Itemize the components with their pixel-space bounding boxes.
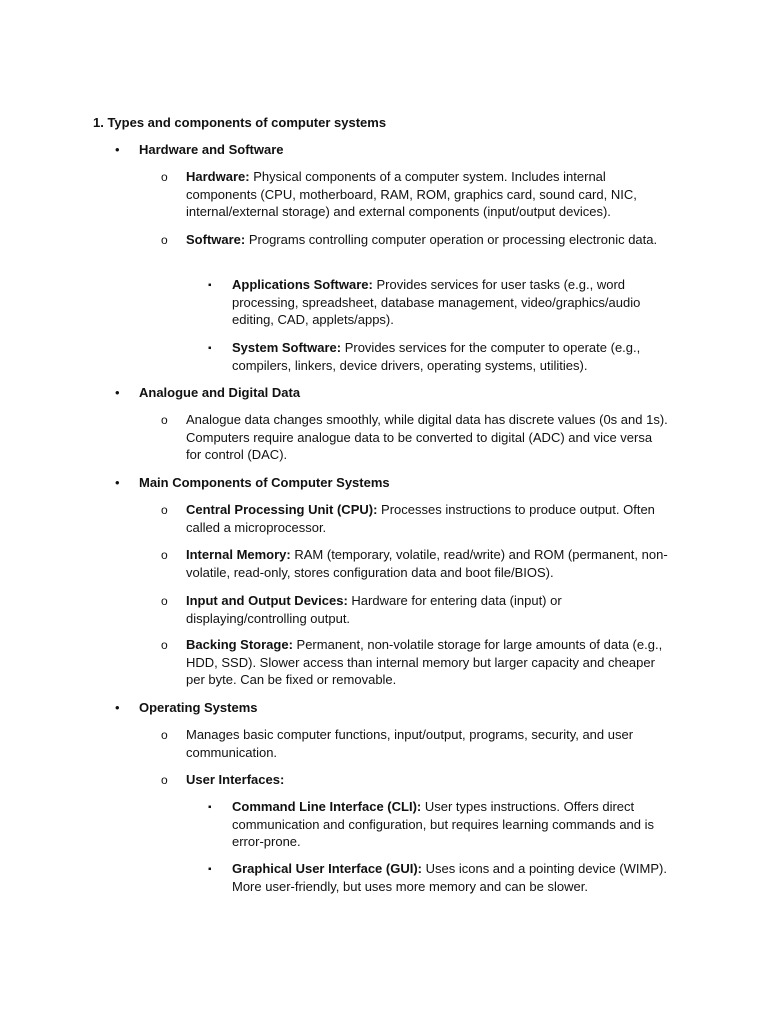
- circle-marker: o: [161, 773, 168, 787]
- bullet-marker: •: [115, 700, 120, 715]
- section-heading: 1. Types and components of computer systems: [93, 115, 387, 130]
- software-text: Programs controlling computer operation or processing electronic data.: [245, 232, 658, 247]
- circle-marker: o: [161, 170, 168, 184]
- circle-marker: o: [161, 503, 168, 517]
- circle-marker: o: [161, 638, 168, 652]
- circle-marker: o: [161, 548, 168, 562]
- applications-software-item: [232, 276, 677, 329]
- hardware-text: Physical components of a computer system. Includes internal components (CPU, motherboard, RAM, ROM, graphics card, sound card, NIC, internal/external storage) and external components (input/output devices).: [186, 169, 637, 219]
- square-marker: ▪: [208, 802, 212, 813]
- memory-text: RAM (temporary, volatile, read/write) and ROM (permanent, non-volatile, read-only, stores configuration data and boot file/BIOS).: [186, 547, 668, 580]
- gui-label: Graphical User Interface (GUI):: [232, 861, 422, 876]
- square-marker: ▪: [208, 280, 212, 291]
- io-text: Hardware for entering data (input) or displaying/controlling output.: [186, 593, 562, 626]
- square-marker: ▪: [208, 864, 212, 875]
- applications-label: Applications Software:: [232, 277, 373, 292]
- bullet-marker: •: [115, 475, 120, 490]
- circle-marker: o: [161, 728, 168, 742]
- bullet-marker: •: [115, 385, 120, 400]
- software-item: [186, 231, 670, 249]
- system-software-item: [232, 339, 677, 374]
- cli-text: User types instructions. Offers direct communication and configuration, but requires learning commands and is error-prone.: [232, 799, 655, 849]
- storage-text: Permanent, non-volatile storage for large amounts of data (e.g., HDD, SSD). Slower access than internal memory but larger capacity and cheaper per byte. Can be fixed or removable.: [186, 637, 663, 687]
- os-text: Manages basic computer functions, input/output, programs, security, and user communication.: [186, 727, 634, 760]
- circle-marker: o: [161, 413, 168, 427]
- topic-hardware-software: Hardware and Software: [139, 142, 284, 157]
- applications-text: Provides services for user tasks (e.g., word processing, spreadsheet, database management, video/graphics/audio editing, CAD, applets/apps).: [232, 277, 641, 327]
- io-label: Input and Output Devices:: [186, 593, 348, 608]
- cpu-label: Central Processing Unit (CPU):: [186, 502, 378, 517]
- user-interfaces-label: User Interfaces:: [186, 772, 285, 787]
- io-devices-item: [186, 592, 670, 627]
- hardware-label: Hardware:: [186, 169, 250, 184]
- square-marker: ▪: [208, 343, 212, 354]
- cli-item: [232, 798, 677, 851]
- circle-marker: o: [161, 233, 168, 247]
- bullet-marker: •: [115, 142, 120, 157]
- gui-item: [232, 860, 677, 895]
- user-interfaces-item: [186, 771, 670, 789]
- topic-main-components: Main Components of Computer Systems: [139, 475, 390, 490]
- internal-memory-item: [186, 546, 670, 581]
- gui-text: Uses icons and a pointing device (WIMP). More user-friendly, but uses more memory and can be slower.: [232, 861, 667, 894]
- storage-label: Backing Storage:: [186, 637, 293, 652]
- analogue-digital-text: Analogue data changes smoothly, while digital data has discrete values (0s and 1s). Computers require analogue data to be converted to digital (ADC) and vice versa for control (DAC).: [186, 412, 668, 462]
- system-label: System Software:: [232, 340, 342, 355]
- system-text: Provides services for the computer to operate (e.g., compilers, linkers, device drivers, operating systems, utilities).: [232, 340, 641, 373]
- memory-label: Internal Memory:: [186, 547, 291, 562]
- cpu-text: Processes instructions to produce output. Often called a microprocessor.: [186, 502, 655, 535]
- circle-marker: o: [161, 594, 168, 608]
- backing-storage-item: [186, 636, 670, 689]
- cpu-item: [186, 501, 670, 536]
- topic-operating-systems: Operating Systems: [139, 700, 258, 715]
- software-label: Software:: [186, 232, 246, 247]
- hardware-item: [186, 168, 670, 221]
- topic-analogue-digital: Analogue and Digital Data: [139, 385, 301, 400]
- cli-label: Command Line Interface (CLI):: [232, 799, 422, 814]
